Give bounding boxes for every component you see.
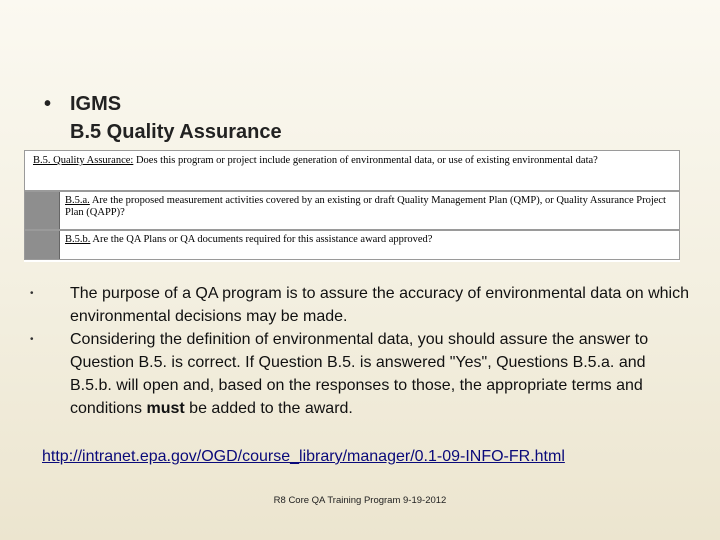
bullet-emphasis: must [146, 400, 185, 417]
b5a-question: Are the proposed measurement activities covered by an existing or draft Quality Management Plan (QMP), or Quality Assurance Project Plan (QAPP)? [65, 195, 666, 218]
bullet-item-considering [30, 328, 690, 420]
form-row-b5a [24, 191, 680, 230]
b5-label: B.5. Quality Assurance: [33, 155, 134, 166]
form-row-b5 [24, 150, 680, 191]
igms-form-screenshot [24, 150, 680, 262]
course-library-link[interactable]: http://intranet.epa.gov/OGD/course_library/manager/0.1-09-INFO-FR.html [42, 448, 565, 465]
b5b-question: Are the QA Plans or QA documents required for this assistance award approved? [90, 234, 433, 245]
bullet-text: The purpose of a QA program is to assure the accuracy of environmental data on which environmental decisions may be made. [70, 285, 689, 325]
bullet-text-end: be added to the award. [184, 400, 353, 417]
bullet-list [30, 282, 690, 420]
heading-title: IGMS [70, 93, 122, 115]
bullet-text: Considering the definition of environmental data, you should assure the answer to Question B.5. is correct. If Question B.5. is answered "Yes", Questions B.5.a. and B.5.b. will open and, based on the responses to those, the appropriate terms and conditions [70, 331, 649, 417]
answer-cell-b5a [25, 192, 60, 229]
answer-cell-b5b [25, 231, 60, 259]
bullet-item-purpose [30, 282, 690, 328]
slide-heading [44, 90, 282, 146]
heading-subtitle: B.5 Quality Assurance [70, 121, 282, 143]
bullet-marker: • [30, 288, 34, 299]
slide-footer: R8 Core QA Training Program 9-19-2012 [273, 495, 447, 506]
form-row-b5b [24, 230, 680, 260]
bullet-marker: • [30, 334, 34, 345]
b5a-label: B.5.a. [65, 195, 90, 206]
b5-question: Does this program or project include generation of environmental data, or use of existing environmental data? [133, 155, 598, 166]
heading-bullet: • [44, 93, 52, 115]
b5b-label: B.5.b. [65, 234, 91, 245]
heading-line-1 [44, 90, 282, 118]
